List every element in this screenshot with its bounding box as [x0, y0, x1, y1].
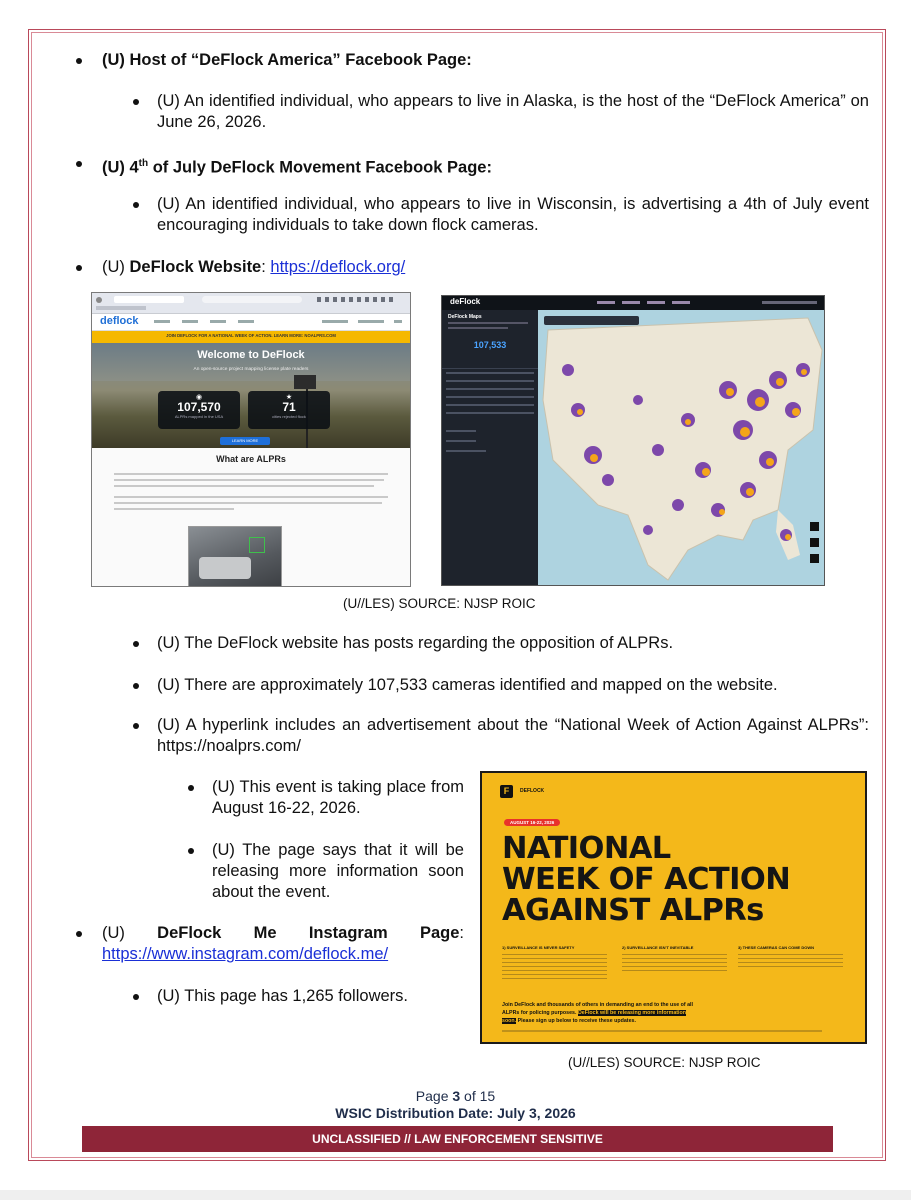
- camera-density-map: [538, 310, 824, 585]
- july-superscript: th: [138, 158, 149, 169]
- ad-cta-highlight2: soon.: [502, 1018, 517, 1024]
- website-colon: :: [261, 258, 271, 276]
- bullet-dot: [188, 785, 194, 791]
- hero-subtitle: An open-source project mapping license plate readers: [193, 367, 309, 372]
- noalprs-advertisement: [480, 771, 867, 1044]
- instagram-u: (U): [102, 924, 125, 942]
- page-number: [0, 1088, 911, 1104]
- ad-col1: 1) SURVEILLANCE IS NEVER SAFETY: [502, 945, 575, 950]
- stat2-value: 71: [282, 400, 296, 414]
- ad-title-line1: NATIONAL: [502, 831, 671, 866]
- website-label: DeFlock Website: [129, 258, 262, 276]
- website-posts-detail: (U) The DeFlock website has posts regarding the opposition of ALPRs.: [157, 634, 674, 652]
- ad-cta-highlight: DeFlock will be releasing more information: [577, 1010, 686, 1016]
- deflock-map-screenshot: [441, 295, 825, 586]
- site-body: [92, 448, 410, 587]
- trophy-icon: ★: [285, 394, 293, 401]
- instagram-label-me: Me: [253, 924, 277, 942]
- event-dates-detail: (U) This event is taking place from August 16-22, 2026.: [212, 778, 464, 817]
- bullet-dot: [133, 683, 139, 689]
- deflock-website-screenshot: [91, 292, 411, 587]
- map-sidebar-title: DeFlock Maps: [448, 314, 482, 320]
- stat1-value: 107,570: [177, 400, 221, 414]
- map-logo: deFlock: [450, 297, 481, 306]
- section-title: What are ALPRs: [216, 454, 286, 464]
- ad-call-to-action: [502, 1001, 852, 1025]
- instagram-link[interactable]: https://www.instagram.com/deflock.me/: [102, 945, 389, 963]
- bullet-dot: [76, 931, 82, 937]
- july-facebook-detail: (U) An identified individual, who appears to live in Wisconsin, is advertising a 4th of July event encouraging individuals to take down flock cameras.: [157, 195, 869, 234]
- july-suffix: of July DeFlock Movement Facebook Page:: [148, 158, 492, 177]
- camera-icon: ◉: [195, 394, 203, 401]
- site-nav: [92, 314, 410, 331]
- stat1-label: ALPRs mapped in the USA: [174, 414, 224, 419]
- learn-more-button[interactable]: LEARN MORE: [220, 437, 270, 445]
- ad-title: [502, 833, 790, 926]
- host-facebook-heading: (U) Host of “DeFlock America” Facebook Page:: [102, 51, 472, 69]
- locate-button[interactable]: [810, 554, 819, 563]
- stat-card-cities: [248, 391, 330, 429]
- camera-count-detail: (U) There are approximately 107,533 cameras identified and mapped on the website.: [157, 676, 778, 694]
- hyperlink-detail: (U) A hyperlink includes an advertisement about the “National Week of Action Against ALPRs”: https://noalprs.com/: [157, 716, 869, 755]
- stat-card-mapped: [158, 391, 240, 429]
- ad-col2: 2) SURVEILLANCE ISN'T INEVITABLE: [622, 945, 694, 950]
- zoom-in-button[interactable]: [810, 522, 819, 531]
- classification-banner: UNCLASSIFIED // LAW ENFORCEMENT SENSITIVE: [82, 1126, 833, 1152]
- hero-title: Welcome to DeFlock: [197, 349, 305, 361]
- host-facebook-detail: (U) An identified individual, who appears to live in Alaska, is the host of the “DeFlock America” on June 26, 2026.: [157, 92, 869, 131]
- bullet-dot: [133, 202, 139, 208]
- instagram-followers-detail: (U) This page has 1,265 followers.: [157, 987, 408, 1005]
- map-search-box[interactable]: [544, 316, 639, 325]
- zoom-out-button[interactable]: [810, 538, 819, 547]
- us-map-area: [538, 310, 824, 585]
- stat2-label: cities rejected flock: [272, 414, 306, 419]
- bullet-dot: [76, 161, 82, 167]
- deflock-logo: deflock: [100, 315, 139, 327]
- bullet-dot: [188, 848, 194, 854]
- page-current: 3: [452, 1088, 461, 1104]
- bullet-dot: [133, 723, 139, 729]
- page-suffix: of 15: [460, 1088, 496, 1104]
- alpr-photo: [188, 526, 282, 587]
- ad-cta-line3: Please sign up below to receive these updates.: [516, 1018, 636, 1024]
- source-caption-1: (U//LES) SOURCE: NJSP ROIC: [343, 596, 536, 611]
- ad-title-line3: AGAINST ALPRs: [502, 893, 764, 928]
- site-banner-text: JOIN DEFLOCK FOR A NATIONAL WEEK OF ACTION. LEARN MORE: NOALPRS.COM: [166, 333, 336, 338]
- ad-date-pill: AUGUST 16-22, 2026: [504, 819, 560, 826]
- map-topbar: [442, 296, 824, 310]
- instagram-label-page: Page:: [419, 924, 464, 942]
- site-hero: [92, 343, 410, 448]
- website-u: (U): [102, 258, 130, 276]
- ad-cta-line2: ALPRs for policing purposes.: [502, 1010, 577, 1016]
- event-info-detail: (U) The page says that it will be releasing more information soon about the event.: [212, 841, 464, 901]
- map-sidebar: [442, 310, 538, 585]
- source-caption-2: (U//LES) SOURCE: NJSP ROIC: [568, 1055, 761, 1070]
- deflock-ad-logo-icon: F: [500, 785, 513, 798]
- bullet-dot: [76, 58, 82, 64]
- deflock-website-link[interactable]: https://deflock.org/: [270, 258, 406, 276]
- site-banner: [92, 331, 410, 343]
- page-prefix: Page: [415, 1088, 453, 1104]
- bullet-dot: [76, 265, 82, 271]
- bullet-dot: [133, 99, 139, 105]
- bullet-dot: [133, 641, 139, 647]
- july-prefix: (U) 4: [102, 158, 139, 177]
- ad-title-line2: WEEK OF ACTION: [502, 862, 791, 897]
- distribution-date: WSIC Distribution Date: July 3, 2026: [335, 1105, 576, 1121]
- ad-cta-line1: Join DeFlock and thousands of others in demanding an end to the use of all: [502, 1002, 693, 1008]
- instagram-label-instagram: Instagram: [308, 924, 388, 942]
- browser-chrome: [92, 293, 410, 314]
- ad-col3: 3) THESE CAMERAS CAN COME DOWN: [738, 945, 815, 950]
- camera-count: 107,533: [473, 340, 507, 350]
- website-heading: [102, 257, 405, 278]
- instagram-label-deflock: DeFlock: [157, 924, 222, 942]
- july-facebook-heading: [102, 153, 492, 179]
- instagram-heading: [102, 923, 464, 965]
- bullet-dot: [133, 994, 139, 1000]
- ad-brand: DEFLOCK: [520, 788, 545, 794]
